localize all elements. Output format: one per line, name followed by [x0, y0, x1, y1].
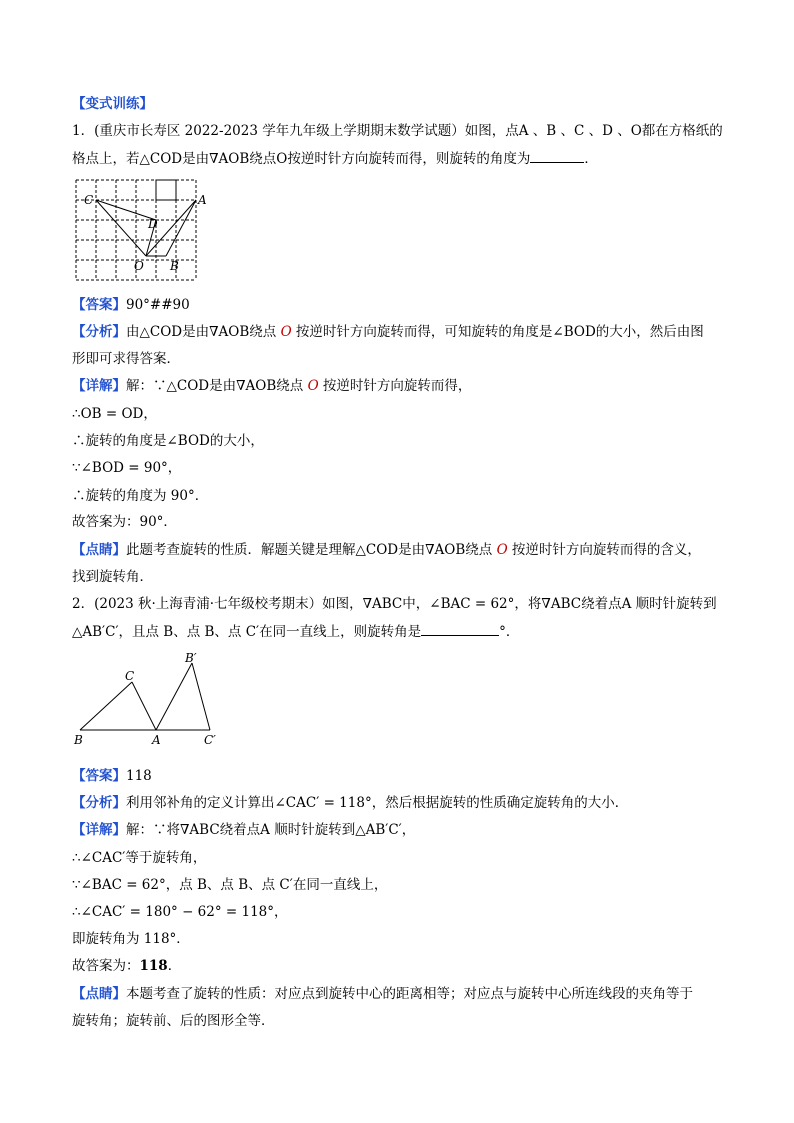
q1-detail-line5: ∴旋转的角度为 90°． — [72, 488, 209, 504]
q2-stem-end: °． — [499, 624, 520, 640]
q1-analysis-line2: 形即可求得答案． — [72, 351, 180, 367]
q1-comment-text-c: 按逆时针方向旋转而得的含义， — [507, 542, 701, 558]
q2-analysis-text: 利用邻补角的定义计算出∠CAC′ = 118°，然后根据旋转的性质确定旋转角的大小． — [126, 795, 629, 811]
q1-analysis-text-a: 由△COD是由∇AOB绕点 — [126, 324, 281, 340]
q2-label-b: B — [74, 733, 83, 747]
q1-label-d: D — [148, 217, 158, 231]
q2-stem-text: △AB′C′，且点 B、点 B、点 C′在同一直线上，则旋转角是 — [72, 624, 422, 640]
q1-detail-text-a: 解：∵△COD是由∇AOB绕点 — [126, 378, 308, 394]
q2-answer-blank — [421, 621, 499, 636]
q1-detail-line4: ∵∠BOD = 90°， — [72, 460, 182, 476]
q1-detail-text-c: 按逆时针方向旋转而得， — [318, 378, 472, 394]
q1-comment-line1 — [72, 540, 732, 560]
q1-comment-point-o: O — [496, 542, 508, 558]
q1-detail-line3: ∴旋转的角度是∠BOD的大小， — [72, 433, 264, 449]
q1-comment-label: 【点睛】 — [72, 542, 126, 558]
q1-comment-line2: 找到旋转角． — [72, 569, 153, 585]
q1-label-o: O — [134, 259, 144, 273]
q2-detail-line2: ∴∠CAC′等于旋转角， — [72, 850, 207, 866]
q1-label-a: A — [198, 193, 207, 207]
q2-detail-line6 — [72, 956, 732, 976]
q2-final-answer-end: ． — [167, 958, 182, 974]
q2-label-c-prime: C′ — [204, 733, 216, 747]
q1-analysis-label: 【分析】 — [72, 324, 126, 340]
q1-answer-label: 【答案】 — [72, 297, 126, 313]
q2-comment-line2: 旋转角；旋转前、后的图形全等． — [72, 1013, 275, 1029]
q2-detail-line1 — [72, 820, 732, 840]
q1-comment-text-a: 此题考查旋转的性质．解题关键是理解△COD是由∇AOB绕点 — [126, 542, 497, 558]
q1-stem-end: ． — [584, 151, 598, 167]
q1-analysis-text-c: 按逆时针方向旋转而得，可知旋转的角度是∠BOD的大小，然后由图 — [291, 324, 704, 340]
q1-label-b: B — [170, 259, 179, 273]
q2-answer — [72, 766, 732, 786]
q1-answer-blank — [530, 148, 584, 163]
q2-stem-line1: 2．(2023 秋·上海青浦·七年级校考期末）如图，∇ABC中，∠BAC = 62°，将∇ABC绕着点A 顺时针旋转到 — [72, 596, 717, 612]
q2-triangle-figure — [68, 648, 228, 750]
q2-final-answer-value: 118 — [139, 958, 168, 974]
q1-grid-figure — [68, 172, 208, 284]
q2-analysis-label: 【分析】 — [72, 795, 126, 811]
q2-answer-label: 【答案】 — [72, 768, 126, 784]
q2-final-answer-prefix: 故答案为： — [72, 958, 140, 974]
q2-label-c: C — [125, 669, 135, 683]
q2-detail-label: 【详解】 — [72, 822, 126, 838]
q2-comment-line1 — [72, 984, 732, 1004]
q1-label-c: C — [84, 193, 94, 207]
q1-detail-line2: ∴OB = OD， — [72, 406, 157, 422]
q2-analysis-line1 — [72, 793, 732, 813]
q1-answer-value: 90°##90 — [126, 297, 190, 313]
q2-comment-text: 本题考查了旋转的性质：对应点到旋转中心的距离相等；对应点与旋转中心所连线段的夹角等于 — [126, 986, 693, 1002]
q1-detail-line1 — [72, 376, 732, 396]
q2-label-b-prime: B′ — [185, 651, 197, 665]
section-title: 【变式训练】 — [72, 96, 153, 112]
q1-stem-text: 格点上，若△COD是由∇AOB绕点O按逆时针方向旋转而得，则旋转的角度为 — [72, 151, 531, 167]
q2-detail-line5: 即旋转角为 118°． — [72, 931, 190, 947]
q1-answer — [72, 295, 732, 315]
q1-stem-line2 — [72, 148, 732, 169]
q2-label-a: A — [152, 733, 161, 747]
q1-analysis-point-o: O — [280, 324, 292, 340]
q2-comment-label: 【点睛】 — [72, 986, 126, 1002]
q2-detail-line4: ∴∠CAC′ = 180° − 62° = 118°， — [72, 904, 288, 920]
q1-detail-line6: 故答案为：90°． — [72, 514, 177, 530]
q2-stem-line2 — [72, 621, 732, 642]
q2-detail-line3: ∵∠BAC = 62°，点 B、点 B、点 C′在同一直线上， — [72, 877, 388, 893]
q1-analysis-line1 — [72, 322, 732, 342]
q1-detail-label: 【详解】 — [72, 378, 126, 394]
q1-detail-point-o: O — [307, 378, 319, 394]
q2-answer-value: 118 — [126, 768, 152, 784]
q2-detail-text: 解：∵将∇ABC绕着点A 顺时针旋转到△AB′C′， — [126, 822, 416, 838]
q1-stem-line1: 1．(重庆市长寿区 2022-2023 学年九年级上学期期末数学试题）如图，点A 、B 、C 、D 、O都在方格纸的 — [72, 123, 723, 139]
